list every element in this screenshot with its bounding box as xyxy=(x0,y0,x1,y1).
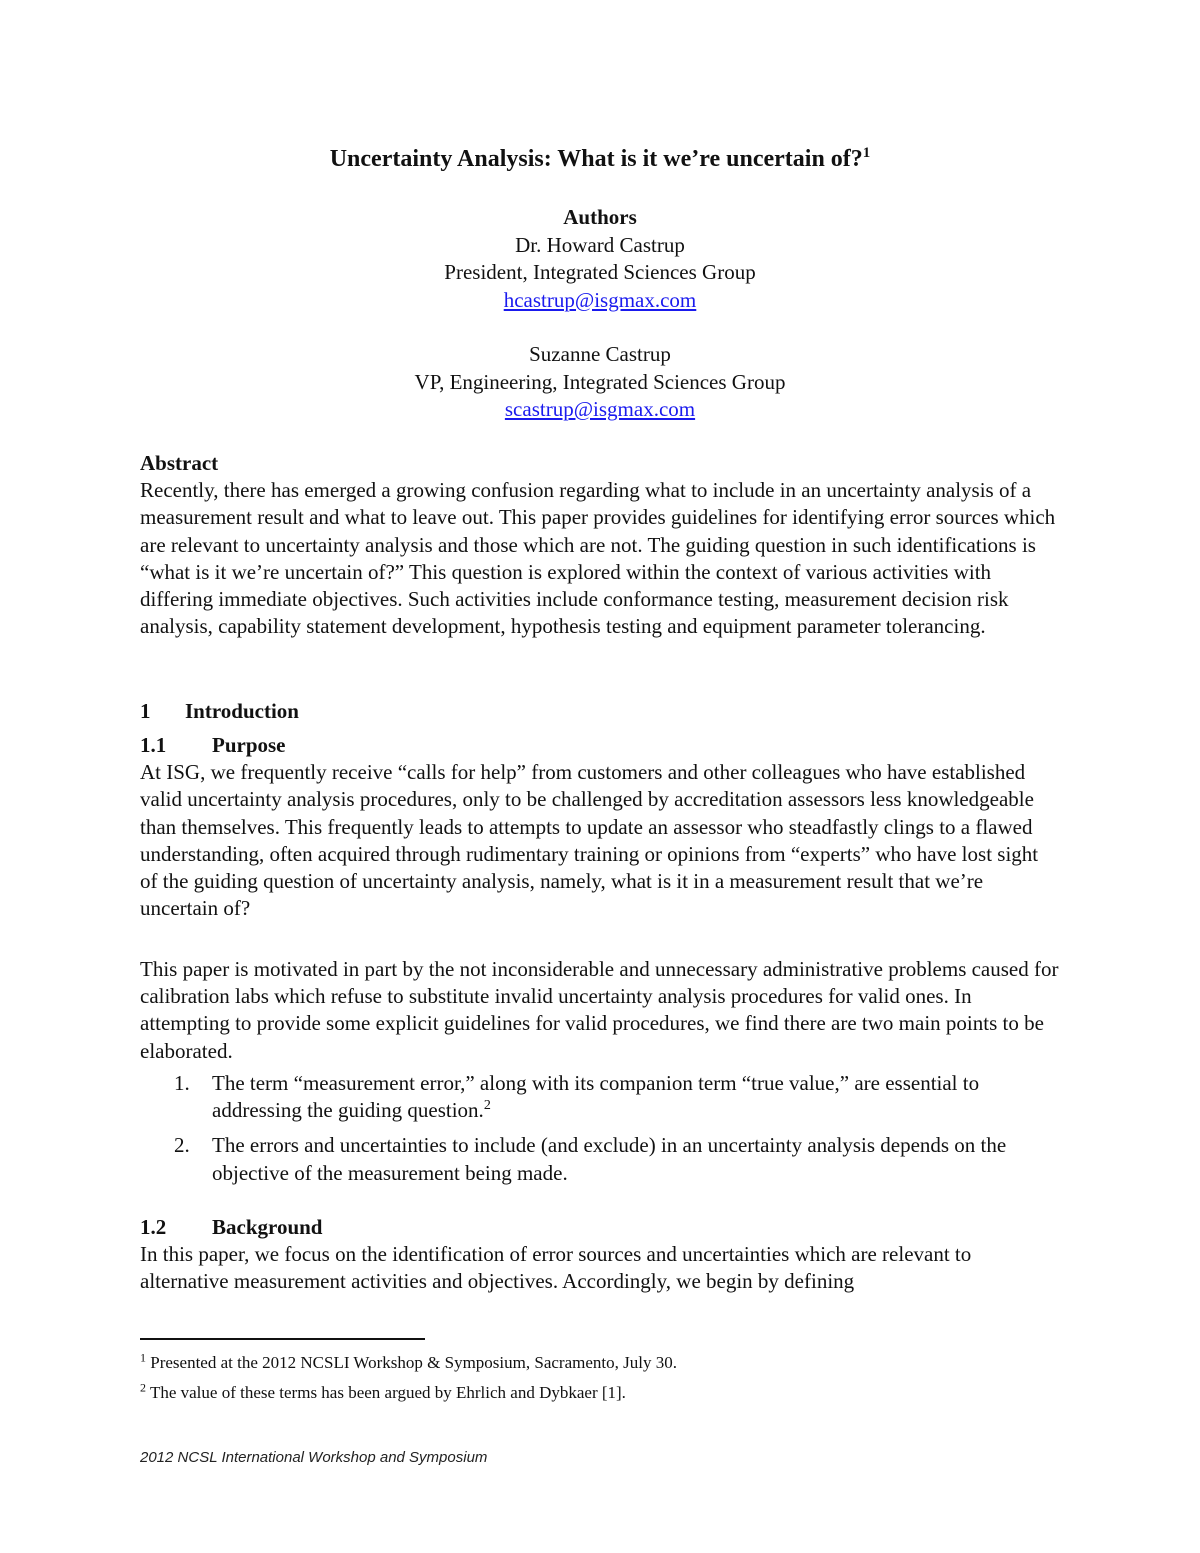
section-1-1 xyxy=(140,732,1060,922)
main-points-list xyxy=(140,1070,1060,1187)
author2-name: Suzanne Castrup xyxy=(529,342,671,366)
footnote-1-text: Presented at the 2012 NCSLI Workshop & Symposium, Sacramento, July 30. xyxy=(150,1353,677,1372)
section-1-number: 1 xyxy=(140,699,151,723)
footnote-2 xyxy=(140,1382,1060,1404)
list-item-text: The term “measurement error,” along with its companion term “true value,” are essential to addressing the guiding question. xyxy=(212,1071,980,1123)
author2-role: VP, Engineering, Integrated Sciences Group xyxy=(414,369,786,394)
author1-email-link[interactable]: hcastrup@isgmax.com xyxy=(503,287,697,312)
abstract-heading: Abstract xyxy=(140,451,219,475)
abstract-text: Recently, there has emerged a growing confusion regarding what to include in an uncertainty analysis of a measurement result and what to leave out. This paper provides guidelines for identifying error sources which are relevant to uncertainty analysis and those which are not. The guiding question in such identifications is “what is it we’re uncertain of?” This question is explored within the context of various activities with differing immediate objectives. Such activities include conformance testing, measurement decision risk analysis, capability statement development, hypothesis testing and equipment parameter tolerancing. xyxy=(140,478,1056,639)
section-1-1-heading xyxy=(140,732,1060,759)
section-1-1-number: 1.1 xyxy=(140,733,167,757)
footnote-1 xyxy=(140,1352,1060,1374)
section-1-2 xyxy=(140,1214,1060,1296)
paper-title xyxy=(0,144,1200,174)
section-1-1-title: Purpose xyxy=(212,733,286,757)
authors-heading: Authors xyxy=(563,205,637,229)
paper-title-text: Uncertainty Analysis: What is it we’re uncertain of? xyxy=(329,146,863,172)
authors-block xyxy=(0,204,1200,424)
authors-spacer xyxy=(0,314,1200,341)
section-1-2-heading xyxy=(140,1214,1060,1241)
author2-email-link[interactable]: scastrup@isgmax.com xyxy=(504,397,696,421)
list-footnote-mark[interactable]: 2 xyxy=(483,1098,491,1114)
section-1-2-title: Background xyxy=(212,1215,323,1239)
list-item-number: 2. xyxy=(174,1133,190,1158)
footnote-divider xyxy=(140,1338,425,1340)
author1-name: Dr. Howard Castrup xyxy=(515,232,685,257)
background-paragraph-1: In this paper, we focus on the identification of error sources and uncertainties which are relevant to alternative measurement activities and objectives. Accordingly, we begin by defining xyxy=(140,1242,972,1294)
list-item-text: The errors and uncertainties to include (and exclude) in an uncertainty analysis depends on the objective of the measurement being made. xyxy=(212,1133,1007,1185)
section-1-2-number: 1.2 xyxy=(140,1215,167,1239)
list-item xyxy=(140,1070,1060,1124)
purpose-paragraph-2: This paper is motivated in part by the not inconsiderable and unnecessary administrative problems caused for calibration labs which refuse to substitute invalid uncertainty analysis procedures for valid ones. In attempting to provide some explicit guidelines for valid procedures, we find there are two main points to be elaborated. xyxy=(140,957,1059,1063)
title-footnote-mark[interactable]: 1 xyxy=(862,145,871,161)
footnote-2-mark: 2 xyxy=(140,1380,146,1395)
abstract-section xyxy=(140,450,1060,640)
purpose-paragraph-1: At ISG, we frequently receive “calls for help” from customers and other colleagues who have established valid uncertainty analysis procedures, only to be challenged by accreditation assessors less knowledgeable than themselves. This frequently leads to attempts to update an assessor who steadfastly clings to a flawed understanding, often acquired through rudimentary training or opinions from “experts” who have lost sight of the guiding question of uncertainty analysis, namely, what is it in a measurement result that we’re uncertain of? xyxy=(140,760,1039,921)
list-item-number: 1. xyxy=(174,1071,190,1095)
footnote-1-mark: 1 xyxy=(140,1350,146,1365)
author1-role: President, Integrated Sciences Group xyxy=(444,260,756,284)
purpose-paragraph-2-wrap xyxy=(140,956,1060,1065)
section-1-heading xyxy=(140,698,1060,725)
page-footer: 2012 NCSL International Workshop and Symposium xyxy=(140,1449,488,1466)
section-1-title: Introduction xyxy=(185,699,299,723)
footnote-2-text: The value of these terms has been argued by Ehrlich and Dybkaer [1]. xyxy=(149,1383,626,1402)
list-item xyxy=(140,1132,1060,1186)
